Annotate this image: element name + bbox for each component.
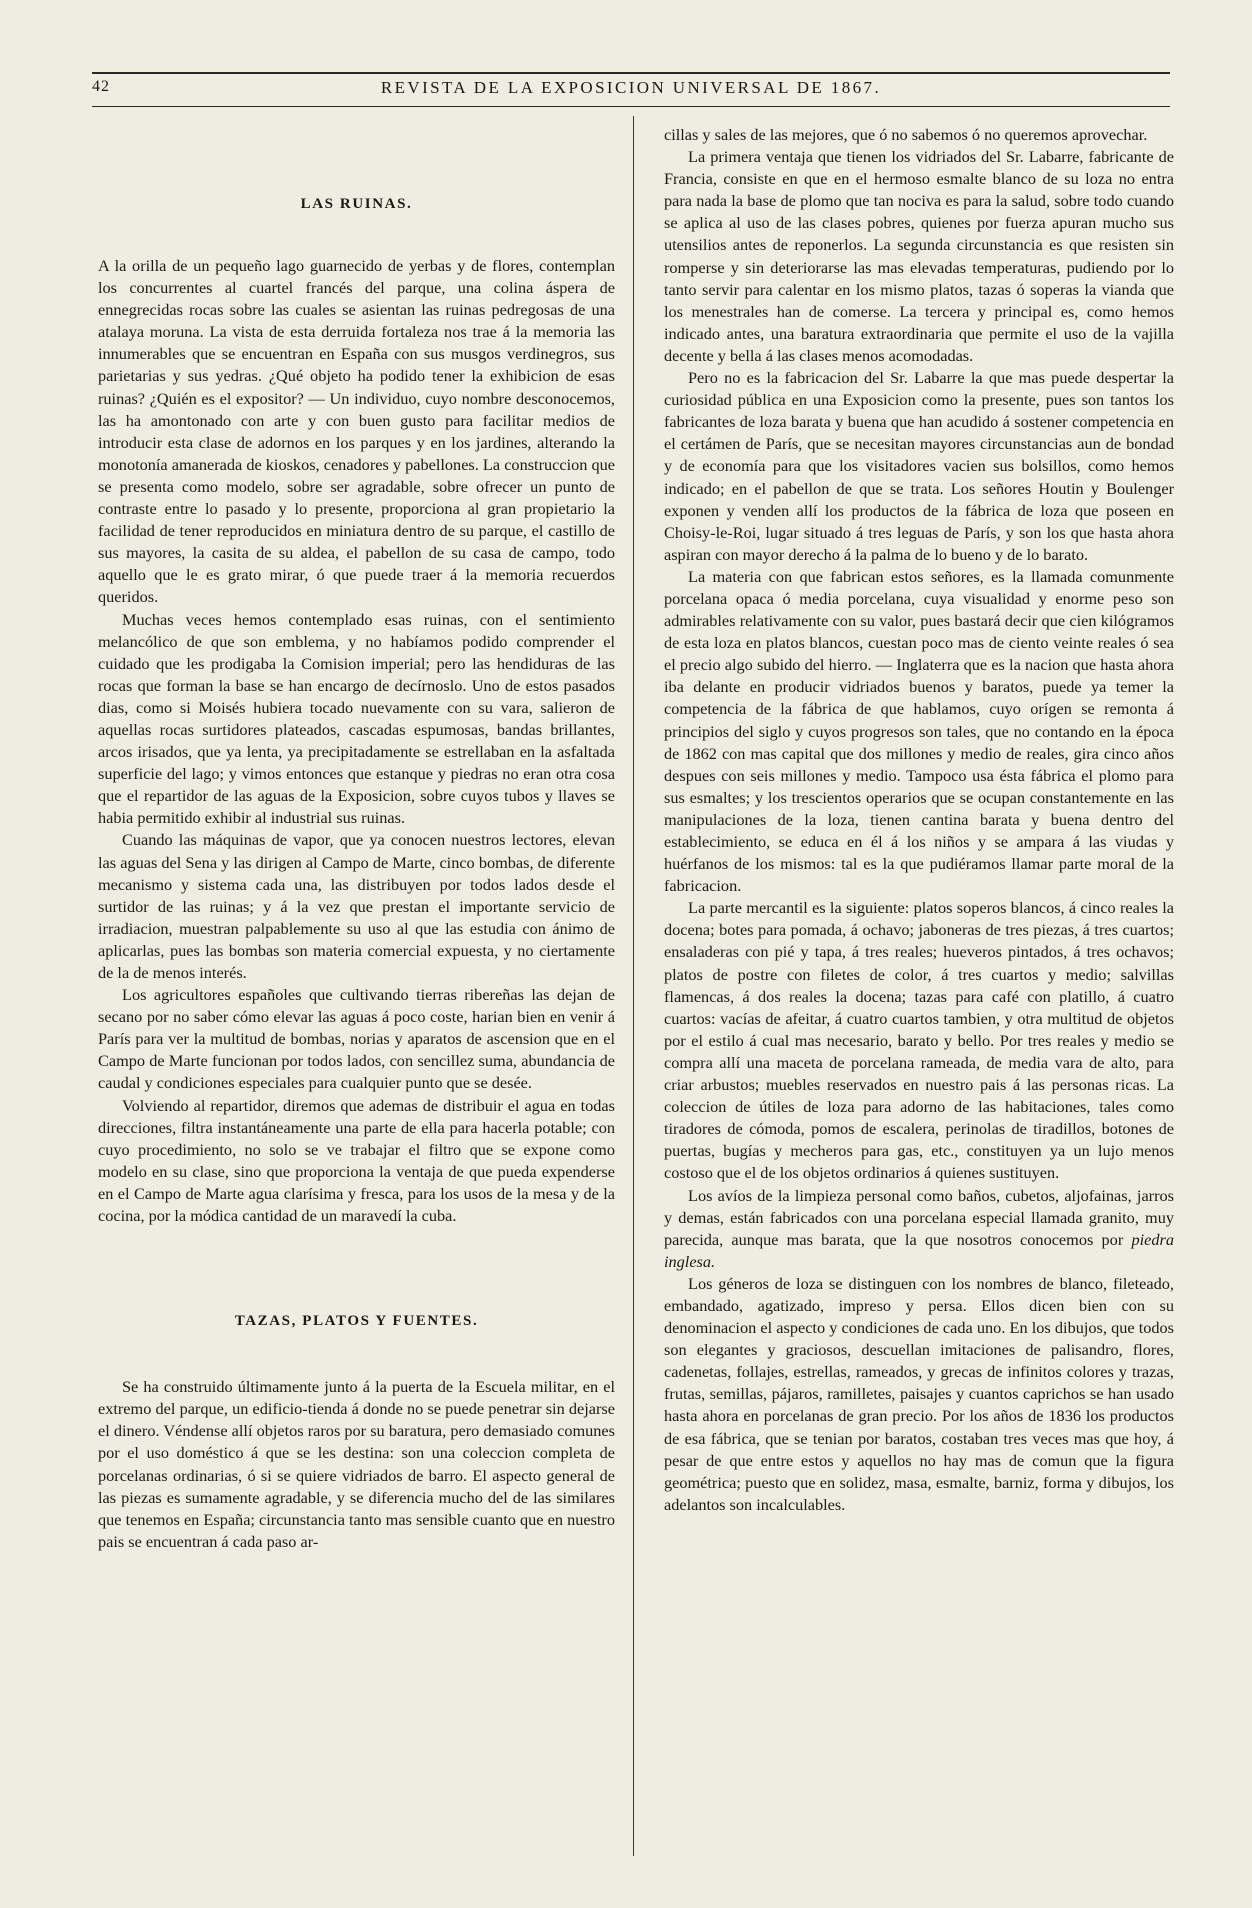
paragraph: Los agricultores españoles que cultivando tierras ribereñas las dejan de secano por no saber cómo elevar las aguas á poco coste, harian bien en venir á París para ver la multitud de bombas, norias y aparatos de ascension que en el Campo de Marte funcionan por todos lados, con sencillez suma, abundancia de caudal y condiciones especiales para cualquier punto que se desée. [98,985,615,1093]
italic-term: piedra inglesa. [664,1229,1174,1271]
paragraph: La parte mercantil es la siguiente: platos soperos blancos, á cinco reales la docena; botes para pomada, á ochavo; jaboneras de tres piezas, á tres cuartos; ensaladeras con pié y tapa, á tres reales; hueveros pintados, á tres ochavos; platos de postre con filetes de color, á tres cuartos y medio; salvillas flamencas, á dos reales la docena; tazas para café con platillo, á cuatro cuartos: vacías de afeitar, á cuatro cuartos tambien, y otra multitud de objetos por el estilo á cual mas necesario, barato y bello. Por tres reales y medio se compra allí una maceta de porcelana rameada, de media vara de alto, para criar arbustos; muebles reservados en nuestro pais á las personas ricas. La coleccion de útiles de loza para adorno de las habitaciones, tales como tiradores de cómoda, pomos de escalera, perinolas de tiradillos, botones de puertas, bugías y mecheros para gas, etc., constituyen ya un lujo menos costoso que el de los objetos ordinarios á quienes sustituyen. [664,898,1174,1183]
paragraph: Se ha construido últimamente junto á la puerta de la Escuela militar, en el extremo del parque, un edificio-tienda á donde no se puede penetrar sin dejarse el dinero. Véndense allí objetos raros por su baratura, pero demasiado comunes por el uso doméstico á que se les destina: son una coleccion completa de porcelanas ordinarias, ó si se quiere vidriados de barro. El aspecto general de las piezas es sumamente agradable, y se diferencia mucho del de las similares que tenemos en España; circunstancia tanto mas sensible cuanto que en nuestro pais se encuentran á cada paso ar- [98,1377,615,1551]
section-title-las-ruinas: LAS RUINAS. [300,196,413,212]
right-column [664,124,1174,1516]
paragraph: La materia con que fabrican estos señores, es la llamada comunmente porcelana opaca ó media porcelana, cuya visualidad y enorme peso son admirables relativamente con su valor, pues bastará decir que cien kilógramos de esta loza en platos blancos, cuestan poco mas de ciento veinte reales ó sea el precio algo subido del hierro. — Inglaterra que es la nacion que hasta ahora iba delante en producir vidriados buenos y baratos, puede ya temer la competencia de la fábrica de que hablamos, cuyo orígen se remonta á principios del siglo y cuyos progresos son tales, que no contando en la época de 1862 con mas capital que dos millones y medio de reales, gira cinco años despues con seis millones y medio. Tampoco usa ésta fábrica el plomo para sus esmaltes; y los trescientos operarios que se ocupan constantemente en las manipulaciones de la loza, tienen cantina barata y buena dentro del establecimiento, se educa en él á los niños y se ampara á las viudas y huérfanos de los mismos: tal es la que pudiéramos llamar parte moral de la fabricacion. [664,566,1174,896]
paragraph-text: Los avíos de la limpieza personal como baños, cubetos, aljofainas, jarros y demas, están fabricados con una porcelana especial llamada granito, muy parecida, aunque mas barata, que la que nosotros conocemos por [664,1185,1174,1249]
paragraph: Muchas veces hemos contemplado esas ruinas, con el sentimiento melancólico de que son emblema, y no habíamos podido comprender el cuidado que les prodigaba la Comision imperial; pero las hendiduras de las rocas que forman la base se han encargo de decírnoslo. Uno de estos pasados dias, como si Moisés hubiera tocado nuevamente con su vara, salieron de aquellas rocas surtidores plateados, cascadas espumosas, bandas brillantes, arcos irisados, que ya lenta, ya precipitadamente se estrellaban en la asfaltada superficie del lago; y vimos entonces que estanque y piedras no eran otra cosa que el repartidor de las aguas de la Exposicion, sobre cuyos tubos y llaves se habia permitido exhibir al industrial sus ruinas. [98,609,615,828]
paragraph: Cuando las máquinas de vapor, que ya conocen nuestros lectores, elevan las aguas del Sena y las dirigen al Campo de Marte, cinco bombas, de diferente mecanismo y sistema cada una, las distribuyen por todos lados desde el surtidor de las ruinas; y á la vez que prestan el importante servicio de irradiacion, muestran palpablemente su uso al que las estudia con ánimo de aplicarlas, pues las bombas son materia comercial expuesta, y no ciertamente de la de menos interés. [98,830,615,982]
paragraph: Los géneros de loza se distinguen con los nombres de blanco, fileteado, embandado, agatizado, impreso y persa. Ellos dicen bien con su denominacion el aspecto y condiciones de cada uno. En los dibujos, que todos son elegantes y graciosos, descuellan imitaciones de palisandro, flores, cadenetas, follajes, estrellas, rameados, y grecas de infinitos colores y trazas, frutas, semillas, pájaros, ramilletes, paisajes y cuantos caprichos se han usado hasta ahora en porcelanas de gran precio. Por los años de 1836 los productos de esa fábrica, que se tenian por baratos, costaban tres veces mas que hoy, á pesar de que entre estos y aquellos no hay mas de comun que la figura geométrica; puesto que en solidez, masa, esmalte, barniz, forma y dibujos, los adelantos son incalculables. [664,1273,1174,1514]
paragraph: A la orilla de un pequeño lago guarnecido de yerbas y de flores, contemplan los concurrentes al cuartel francés del parque, una colina áspera de ennegrecidas rocas sobre las cuales se asientan las ruinas pedregosas de una atalaya moruna. La vista de esta derruida fortaleza nos trae á la memoria las innumerables que se encuentran en España con sus musgos verdinegros, sus parietarias y sus yedras. ¿Qué objeto ha podido tener la exhibicion de esas ruinas? ¿Quién es el expositor? — Un individuo, cuyo nombre desconocemos, las ha amontonado con arte y con buen gusto para facilitar medios de introducir esta clase de adornos en los parques y en los jardines, alterando la monotonía amanerada de kioskos, cenadores y pabellones. La construccion que se presenta como modelo, sobre ser agradable, sobre ofrecer un punto de contraste entre lo pasado y lo presente, proporciona al gran propietario la facilidad de tener reproducidos en miniatura dentro de su parque, el castillo de sus mayores, la casita de su aldea, el pabellon de su casa de campo, todo aquello que le es grato mirar, ó que puede traer á la memoria recuerdos queridos. [98,256,615,607]
top-rule [92,72,1170,74]
paragraph: La primera ventaja que tienen los vidriados del Sr. Labarre, fabricante de Francia, consiste en que en el hermoso esmalte blanco de su loza no entra para nada la base de plomo que tan nociva es para la salud, sobre todo cuando se aplica al uso de las clases pobres, quienes por fuerza apuran mucho sus utensilios antes de reponerlos. La segunda circunstancia es que resisten sin romperse y sin deteriorarse las mas elevadas temperaturas, pudiendo por lo tanto servir para calentar en los mismo platos, tazas ó soperas la vianda que los menestrales han de comerse. La tercera y principal es, como hemos indicado antes, una baratura extraordinaria que permite el uso de la vajilla decente y bella á las clases menos acomodadas. [664,147,1174,365]
paragraph: cillas y sales de las mejores, que ó no sabemos ó no queremos aprovechar. [664,125,1148,144]
paragraph: Volviendo al repartidor, diremos que ademas de distribuir el agua en todas direcciones, filtra instantáneamente una parte de ella para hacerla potable; con cuyo procedimiento, no solo se ve trabajar el filtro que se expone como modelo en su clase, sino que proporciona la ventaja de que pueda expenderse en el Campo de Marte agua clarísima y fresca, para los usos de la mesa y de la cocina, por la módica cantidad de un maravedí la cuba. [98,1095,615,1226]
paragraph [664,1185,1174,1273]
column-divider [633,116,634,1856]
page-header [92,78,1170,102]
paragraph: Pero no es la fabricacion del Sr. Labarre la que mas puede despertar la curiosidad pública en una Exposicion como la presente, pues son tantos los fabricantes de loza barata y buena que han acudido á sostener competencia en el certámen de París, que se necesitan mayores circunstancias aun de bondad y de economía para que los visitadores vacien sus bolsillos, como hemos indicado; en el pabellon de que se trata. Los señores Houtin y Boulenger exponen y venden allí los productos de la fábrica de loza que poseen en Choisy-le-Roi, lugar situado á tres leguas de París, y son los que hasta ahora aspiran con mayor derecho á la palma de lo bueno y de lo barato. [664,368,1174,564]
left-column [98,124,615,1553]
running-title: REVISTA DE LA EXPOSICION UNIVERSAL DE 1867. [380,78,882,97]
page-number: 42 [92,78,110,95]
section-title-tazas: TAZAS, PLATOS Y FUENTES. [234,1313,479,1330]
header-rule [92,106,1170,107]
